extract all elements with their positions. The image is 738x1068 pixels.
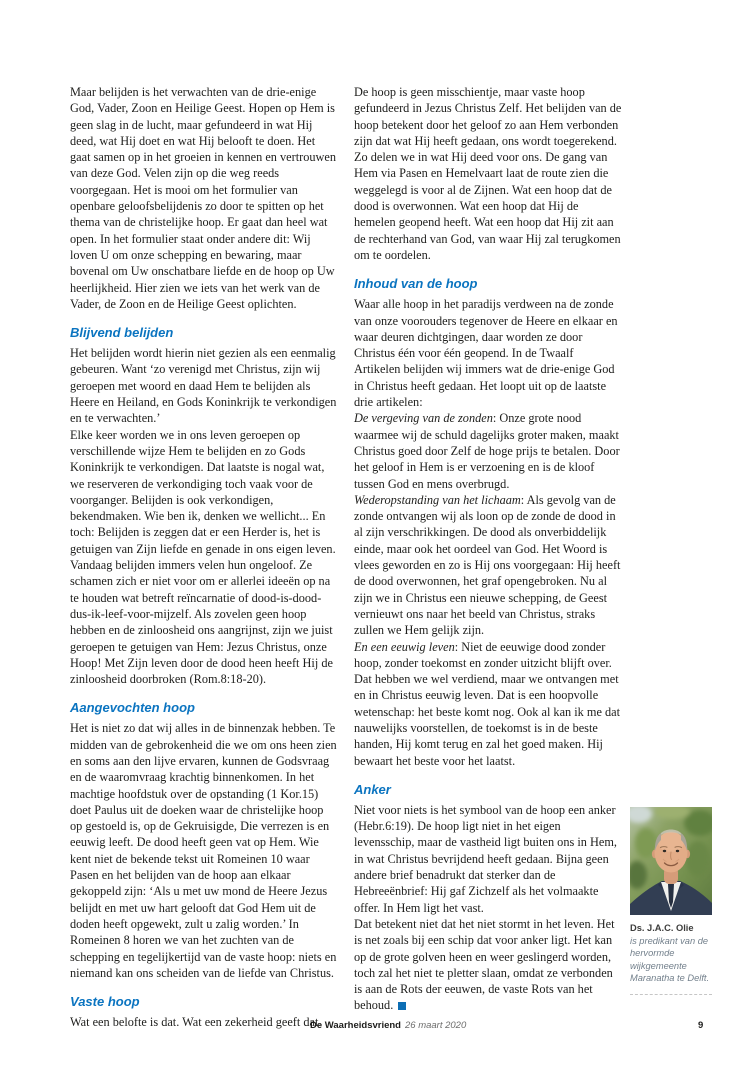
text-run: : Als gevolg van de zonde ontvangen wij als loon op de zonde de dood in al zijn verschrikkingen. De dood als onverbiddelijk einde, maar ook het oordeel van God. Het Woord is vlees geworden en zo is Hij ons voorgegaan: Hij heeft de dood overwonnen, het graf opengebroken. Nu al zijn we in Christus een nieuwe schepping, de Geest vernieuwt ons naar het beeld van Christus, straks zullen we Hem gelijk zijn.: [354, 492, 621, 638]
text-run: Waar alle hoop in het paradijs verdween na de zonde van onze voorouders tegenover de Heere en elkaar en waar deuren dichtgingen, daar worden ze door Christus één voor één geopend. In de Twaalf Artikelen belijden wij immers wat de drie-enige God in Christus heeft gedaan. Het loopt uit op de laatste drie artikelen:: [354, 297, 618, 410]
section-heading: Anker: [354, 781, 391, 797]
text-run: Maar belijden is het verwachten van de drie-enige God, Vader, Zoon en Heilige Geest. Hopen op Hem is geen slag in de lucht, maar gefundeerd in wat Hij deed, wat Hij doet en wat Hij belooft te doen. Het gaat samen op in het groeien in kennen en vertrouwen van deze God. Velen zijn op die weg reeds voorgegaan. Het is mooi om het formulier van openbare geloofsbelijdenis zo door te spitten op het thema van de christelijke hoop. Er gaat dan heel wat open. In het formulier staat onder andere dit: Wij loven U om onze schepping en bewaring, maar bovenal om Uw onschatbare liefde en de hoop op Uw heerlijkheid. Hier zien we iets van het werk van de Vader, de Zoon en de Heilige Geest oplichten.: [70, 85, 336, 311]
page-footer: [0, 1020, 738, 1036]
author-caption: [630, 922, 712, 995]
text-run: Het belijden wordt hierin niet gezien als een eenmalig gebeuren. Want ‘zo verenigd met Christus, zijn wij geroepen met woord en daad Hem te belijden als Heere en Heiland, en Gods Koninkrijk te verkondigen en te verwachten.’: [70, 346, 337, 426]
author-description: is predikant van de hervormde wijkgemeente Maranatha te Delft.: [630, 935, 710, 984]
section-heading: Vaste hoop: [70, 994, 140, 1010]
italic-phrase: En een eeuwig leven: [354, 639, 455, 654]
section-heading: Aangevochten hoop: [70, 700, 195, 716]
article-body: [70, 84, 622, 1030]
magazine-title: De Waarheidsvriend: [310, 1020, 401, 1031]
left-column: [70, 84, 338, 1030]
paragraph: [354, 639, 622, 769]
paragraph: [70, 720, 338, 981]
italic-phrase: Wederopstanding van het lichaam: [354, 492, 521, 507]
footer-imprint: [310, 1020, 466, 1031]
author-name: Ds. J.A.C. Olie: [630, 923, 694, 933]
right-column: [354, 84, 622, 1030]
text-run: Dat betekent niet dat het niet stormt in het leven. Het is net zoals bij een schip dat voor anker ligt. Het kan op de grote golven heen en weer geslingerd worden, toch zal het niet te pletter slaan, omdat ze verbonden is aan de Rots der eeuwen, de vaste Rots van het behoud.: [354, 916, 615, 1013]
text-run: Het is niet zo dat wij alles in de binnenzak hebben. Te midden van de gebrokenheid die we om ons heen zien en soms aan den lijve ervaren, kunnen de Godsvraag en de waaromvraag krachtig binnenkomen. In het machtige hoofdstuk over de opstanding (1 Kor.15) doet Paulus uit de doeken waar de christelijke hoop op gestoeld is, op de Gekruisigde, Die verrezen is en eeuwig leeft. De dood heeft geen vat op Hem. Wie kent niet de bekende tekst uit Romeinen 10 waar Pasen en het belijden van de hoop aan elkaar gekoppeld zijn: ‘Als u met uw mond de Heere Jezus belijdt en met uw hart gelooft dat God Hem uit de doden heeft opgewekt, zult u zalig worden.’ In Romeinen 8 horen we van het zuchten van de schepping en tegelijkertijd van de vaste hoop: niets en niemand kan ons scheiden van de liefde van Christus.: [70, 721, 337, 980]
paragraph: [354, 492, 622, 639]
issue-date: 26 maart 2020: [404, 1020, 467, 1031]
paragraph: [354, 296, 622, 410]
text-run: : Niet de eeuwige dood zonder hoop, zonder toekomst en zonder uitzicht blijft over. Dat hebben we wel verdiend, maar we ontvangen met en in Christus eeuwig leven. Dat is een hoopvolle wetenschap: het beste komt nog. Ook al kan ik me dat nauwelijks voorstellen, de toekomst is in de beste handen, Hij komt terug en zal het goed maken. Hij bewaart het beste voor het laatst.: [354, 639, 621, 768]
text-run: : Onze grote nood waarmee wij de schuld dagelijks groter maken, maakt Christus goed door Zelf de hoge prijs te betalen. Door het geloof in Hem is er verzoening en is de kloof tussen God en mens overbrugd.: [354, 411, 620, 491]
paragraph: [354, 916, 622, 1014]
italic-phrase: De vergeving van de zonden: [354, 411, 493, 426]
text-run: De hoop is geen misschientje, maar vaste hoop gefundeerd in Jezus Christus Zelf. Het belijden van de hoop betekent door het geloof zo aan Hem verbonden zijn dat wat Hij heeft gedaan, ons wordt toegerekend. Zo delen we in wat Hij deed voor ons. De gang van Hem via Pasen en Hemelvaart laat de route zien die weggelegd is voor al de Zijnen. Wat een hoop dat de dood is overwonnen. Wat een hoop dat Hij de hemelen geopend heeft. Wat een hoop dat Hij zit aan de rechterhand van God, van waar Hij zal terugkomen om te oordelen.: [354, 85, 622, 262]
paragraph: [354, 410, 622, 491]
paragraph: [354, 802, 622, 916]
portrait-illustration: [630, 807, 712, 915]
section-heading: Blijvend belijden: [70, 325, 174, 341]
author-photo: [630, 807, 712, 915]
text-run: Wat een belofte is dat. Wat een zekerheid geeft dat.: [70, 1015, 322, 1030]
paragraph: [70, 427, 338, 688]
page-number: 9: [698, 1020, 704, 1031]
article-end-square-icon: [398, 1002, 406, 1010]
text-run: Niet voor niets is het symbool van de hoop een anker (Hebr.6:19). De hoop ligt niet in het eigen levensschip, maar de vastheid ligt buiten ons in Hem, in wat Christus bevrijdend heeft gedaan. Bijna geen andere brief benadrukt dat sterker dan de Hebreeënbrief: Hij gaf Zichzelf als het volmaakte offer. In Hem ligt het vast.: [354, 802, 617, 915]
text-run: Elke keer worden we in ons leven geroepen op verschillende wijze Hem te belijden en zo Gods Koninkrijk te verkondigen. Dat laatste is nogal wat, we reserveren de verkondiging toch vaak voor de voorganger. Belijden is ook verkondigen, bekendmaken. Wie ben ik, denken we wellicht... En toch: Belijden is zeggen dat er een Herder is, het is getuigen van Zijn liefde en genade in ons eigen leven. Vandaag belijden immers velen hun ongeloof. Ze schamen zich er niet voor om er allerlei ideeën op na te houden wat betreft reïncarnatie of dood-is-dood-dus-ik-leef-voor-mijzelf. Als zovelen geen hoop hebben en de zinloosheid ons aangrijnst, zijn we juist geroepen te getuigen van Hem: Jezus Christus, onze Hoop! Met Zijn leven door de dood heen heeft Hij de zinloosheid doorbroken (Rom.8:18-20).: [70, 427, 336, 687]
paragraph: [70, 345, 338, 426]
paragraph: [70, 84, 338, 312]
author-box: [630, 807, 712, 995]
paragraph: [354, 84, 622, 263]
section-heading: Inhoud van de hoop: [354, 276, 478, 292]
